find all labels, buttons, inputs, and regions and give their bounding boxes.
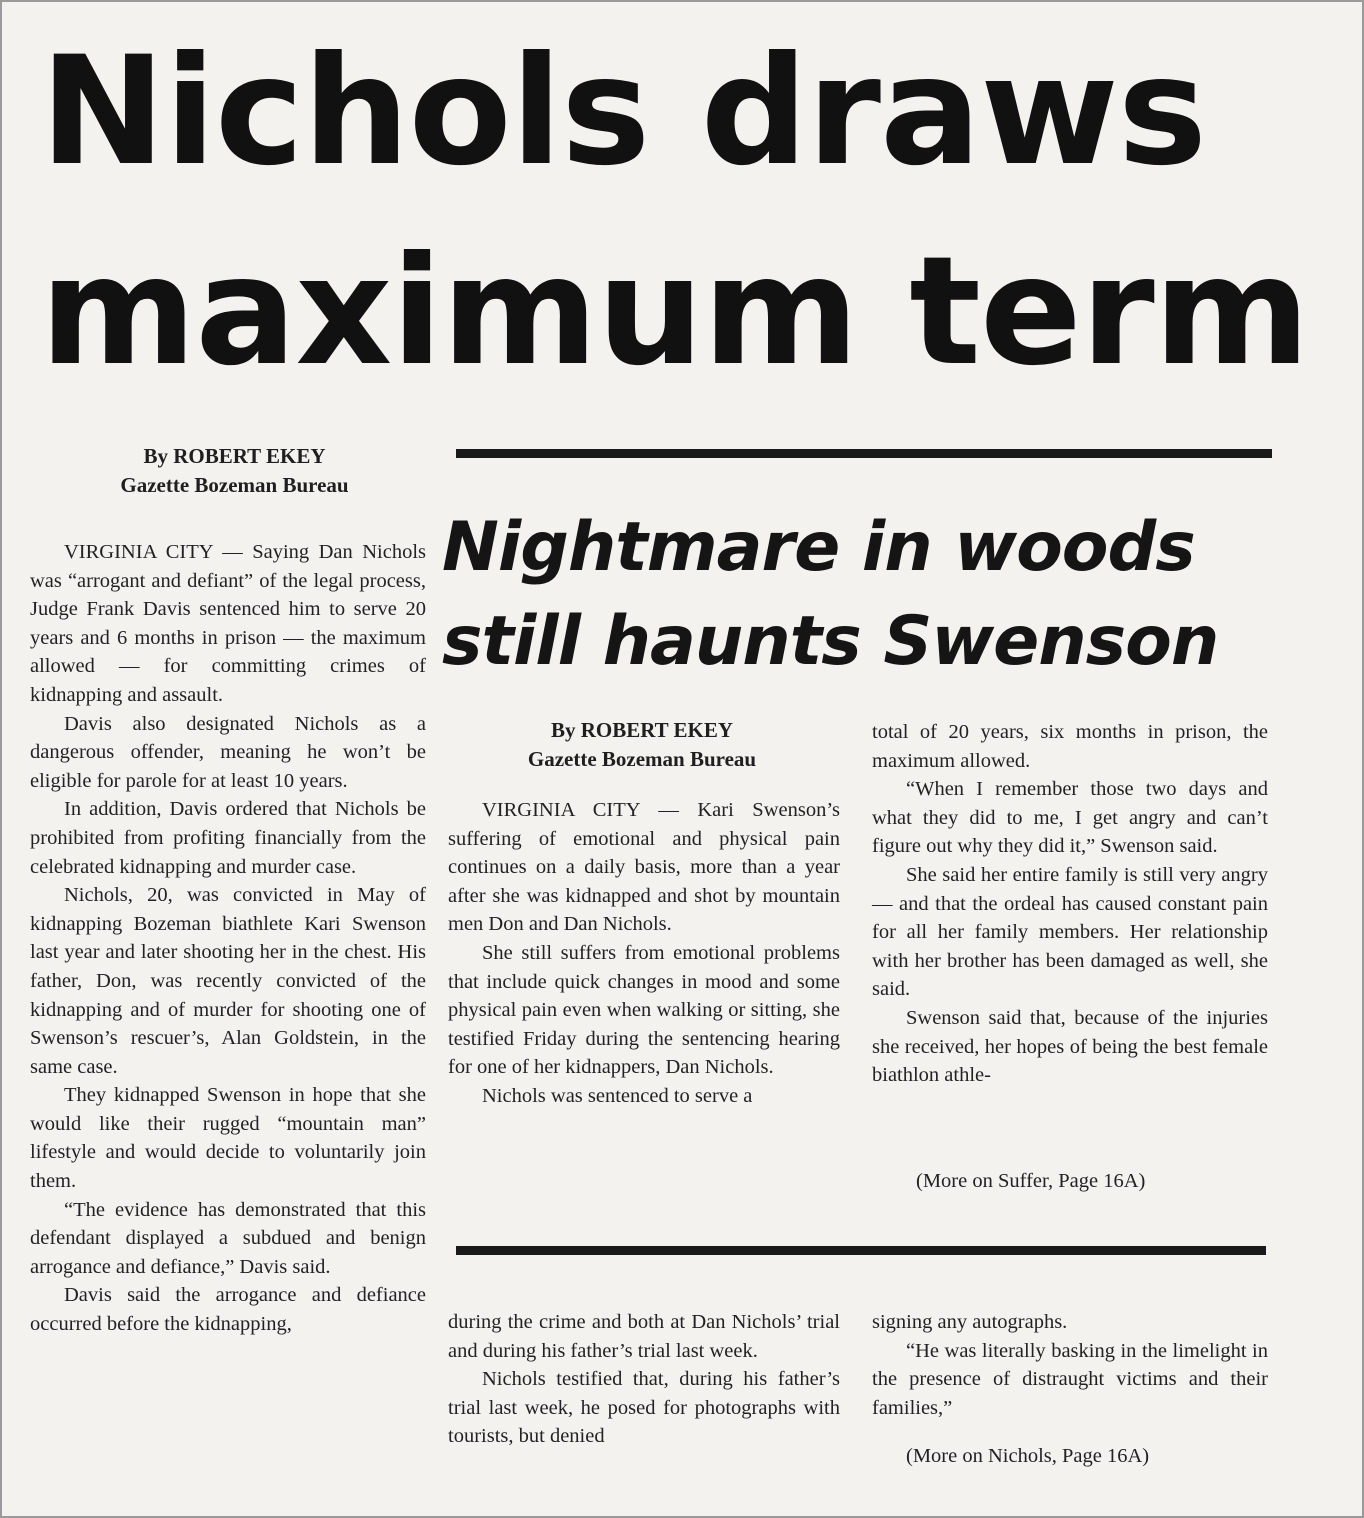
story1-paragraph: signing any autographs. xyxy=(872,1311,1068,1333)
story2-paragraph: Swenson said that, because of the injuries she received, her hopes of being the best female biathlon athle- xyxy=(872,1006,1268,1087)
story1-jump-line: (More on Nichols, Page 16A) xyxy=(906,1445,1150,1467)
story1-paragraph: Nichols, 20, was convicted in May of kidnapping Bozeman biathlete Kari Swenson last year and later shooting her in the chest. His father, Don, was recently convicted of the kidnapping and of murder for shooting one of Swenson’s rescuer’s, Alan Goldstein, in the same case. xyxy=(30,884,426,1078)
bottom-rule xyxy=(456,1246,1266,1255)
story2-byline xyxy=(447,716,837,774)
subhead-line-2: still haunts Swenson xyxy=(442,602,1219,681)
headline-line-2: maximum term xyxy=(40,225,1310,399)
story1-paragraph: VIRGINIA CITY — Saying Dan Nichols was “arrogant and defiant” of the legal process, Judge Frank Davis sentenced him to serve 20 years and 6 months in prison — the maximum allowed — for committing crimes of kidnapping and assault. xyxy=(30,541,426,706)
story2-paragraph: Nichols was sentenced to serve a xyxy=(482,1084,753,1107)
story1-paragraph: “The evidence has demonstrated that this defendant displayed a subdued and benign arrogance and defiance,” Davis said. xyxy=(30,1198,426,1278)
story1-paragraph: They kidnapped Swenson in hope that she would like their rugged “mountain man” lifestyle and would decide to voluntarily join them. xyxy=(30,1084,426,1193)
story2-column-a xyxy=(448,796,840,1111)
story2-paragraph: She said her entire family is still very angry — and that the ordeal has caused constant pain for all her family members. Her relationship with her brother has been damaged as well, she said. xyxy=(872,863,1268,1001)
story1-column-1 xyxy=(30,538,426,1339)
story2-author: By ROBERT EKEY xyxy=(550,718,734,742)
story2-column-b xyxy=(872,718,1268,1090)
story1-paragraph: Davis said the arrogance and defiance occurred before the kidnapping, xyxy=(30,1284,426,1336)
story2-jump-line: (More on Suffer, Page 16A) xyxy=(916,1170,1146,1192)
story2-paragraph: She still suffers from emotional problems that include quick changes in mood and some physical pain even when walking or sitting, she testified Friday during the sentencing hearing for one of her kidnappers, Dan Nichols. xyxy=(448,941,840,1079)
top-rule xyxy=(456,449,1272,458)
story1-bureau: Gazette Bozeman Bureau xyxy=(120,473,349,497)
story1-paragraph: Nichols testified that, during his father’s trial last week, he posed for photographs with tourists, but denied xyxy=(448,1368,840,1448)
story1-byline xyxy=(42,442,427,500)
story1-column-2 xyxy=(448,1308,840,1451)
story2-paragraph: “When I remember those two days and what they did to me, I get angry and can’t figure out why they did it,” Swenson said. xyxy=(872,778,1268,858)
story1-paragraph: during the crime and both at Dan Nichols’ trial and during his father’s trial last week. xyxy=(448,1311,840,1362)
story1-paragraph: “He was literally basking in the limelight in the presence of distraught victims and their families,” xyxy=(872,1339,1268,1419)
headline-line-1: Nichols draws xyxy=(40,25,1207,199)
story1-paragraph: Davis also designated Nichols as a dangerous offender, meaning he won’t be eligible for parole for at least 10 years. xyxy=(30,712,426,792)
story2-paragraph: total of 20 years, six months in prison, the maximum allowed. xyxy=(872,721,1268,772)
story2-bureau: Gazette Bozeman Bureau xyxy=(527,747,757,771)
story1-column-3 xyxy=(872,1308,1268,1422)
subhead-line-1: Nightmare in woods xyxy=(442,508,1195,587)
story1-author: By ROBERT EKEY xyxy=(143,444,326,468)
story1-paragraph: In addition, Davis ordered that Nichols be prohibited from profiting financially from the celebrated kidnapping and murder case. xyxy=(30,798,426,878)
story2-paragraph: VIRGINIA CITY — Kari Swenson’s suffering of emotional and physical pain continues on a daily basis, more than a year after she was kidnapped and shot by mountain men Don and Dan Nichols. xyxy=(448,799,840,936)
